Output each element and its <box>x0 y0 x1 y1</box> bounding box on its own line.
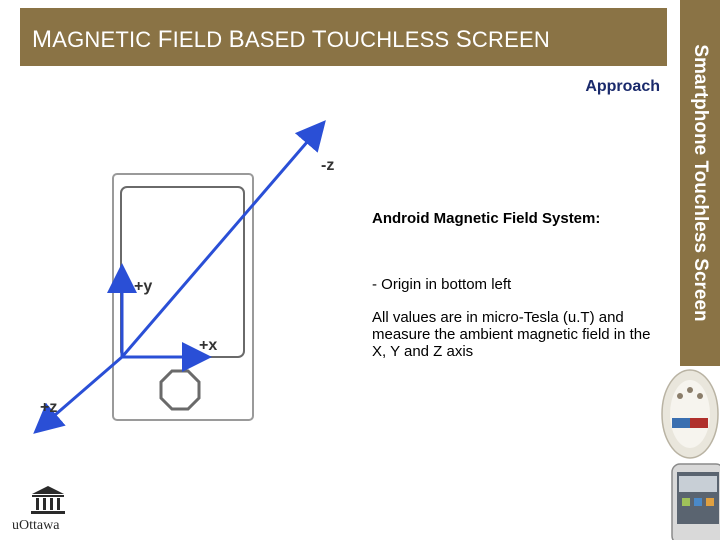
body-point-origin: - Origin in bottom left <box>372 276 512 293</box>
home-button-icon <box>161 371 199 409</box>
title-initial: T <box>311 26 327 53</box>
phone-screen <box>121 187 244 357</box>
axis-label-pos-y: +y <box>134 278 153 295</box>
body-content <box>372 210 652 360</box>
title-initial: B <box>228 26 245 53</box>
title-word: ASED <box>244 27 312 52</box>
body-point-values: All values are in micro-Tesla (u.T) and measure the ambient magnetic field in the X, Y and Z axis <box>372 309 651 360</box>
university-logo <box>12 484 72 534</box>
title-initial: F <box>157 26 173 53</box>
title-initial: M <box>32 26 53 53</box>
title-word: OUCHLESS <box>326 27 456 52</box>
z-axis-positive-arrow <box>40 357 122 428</box>
title-word: IELD <box>172 27 229 52</box>
smartphone-image <box>672 464 720 540</box>
logo-text: uOttawa <box>12 518 60 533</box>
building-icon <box>28 484 68 516</box>
axis-label-pos-z: +z <box>40 399 58 416</box>
body-heading: Android Magnetic Field System: <box>372 210 601 227</box>
title-word: CREEN <box>471 27 550 52</box>
side-title: Smartphone Touchless Screen <box>690 44 711 322</box>
magnet-image <box>662 370 718 458</box>
device-illustrations <box>650 366 720 540</box>
axis-label-neg-z: -z <box>321 157 335 174</box>
title-initial: S <box>455 26 472 53</box>
section-heading: Approach <box>585 78 660 95</box>
title-word: AGNETIC <box>52 27 158 52</box>
axis-label-pos-x: +x <box>199 337 218 354</box>
